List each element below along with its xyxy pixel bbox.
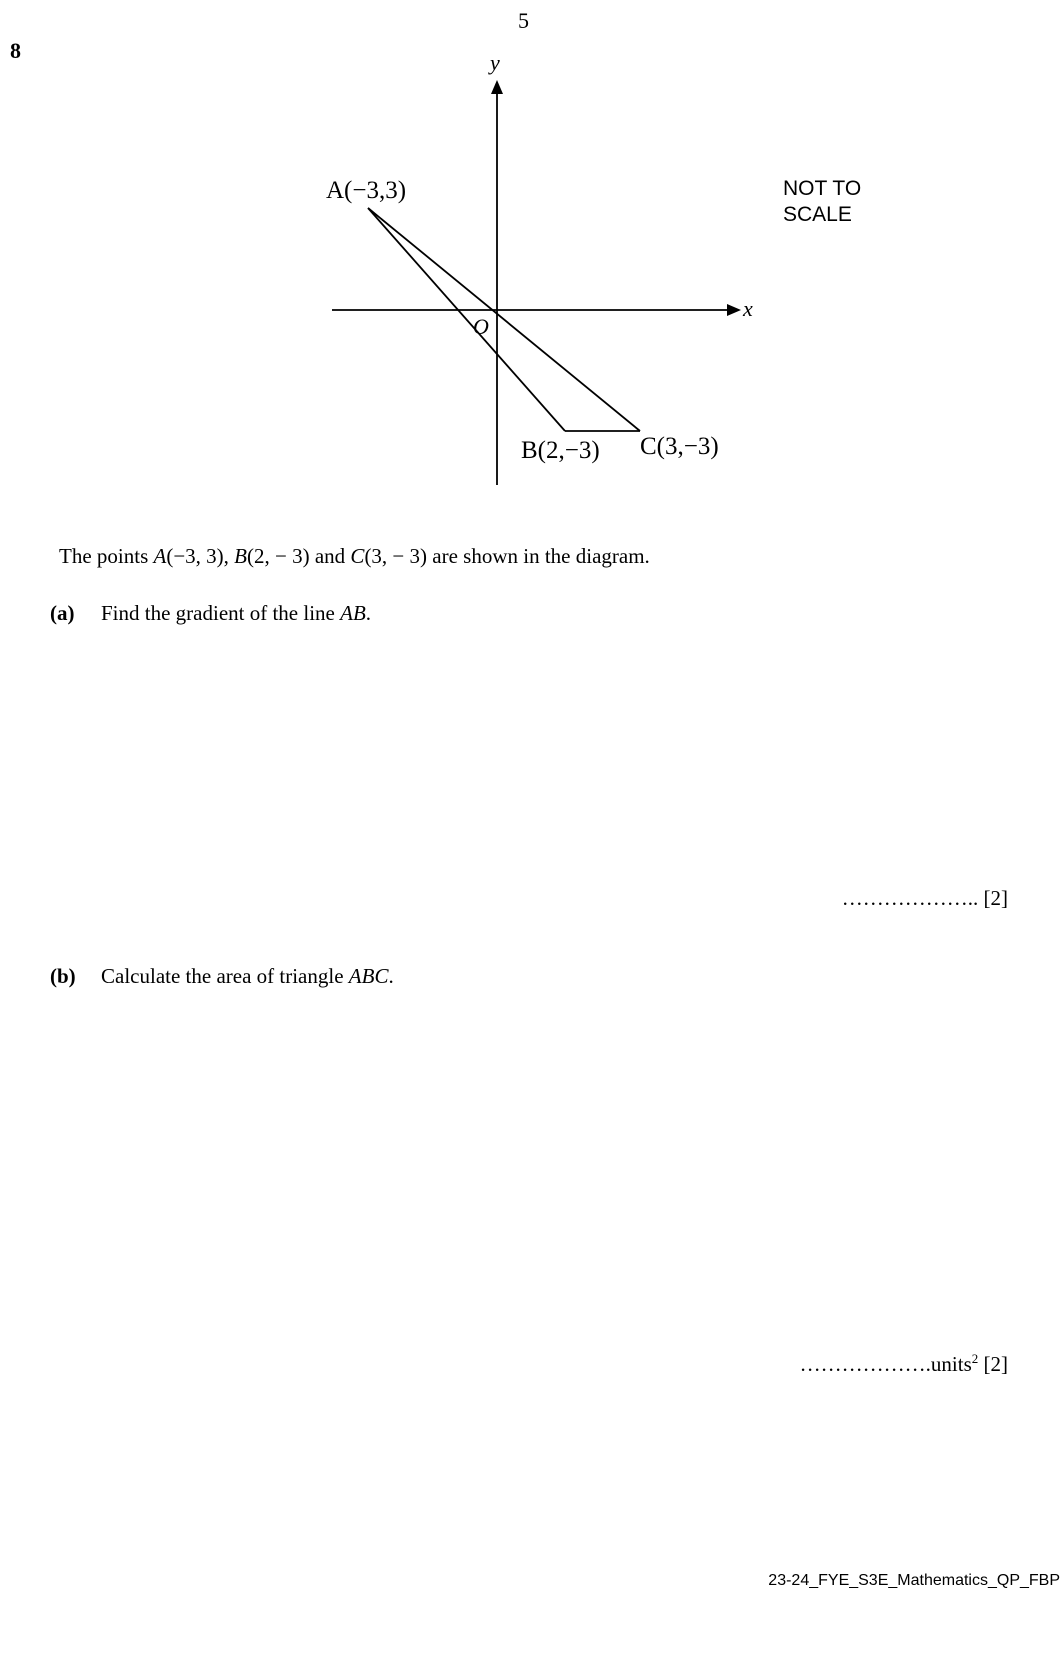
part-b-label: (b) bbox=[50, 964, 76, 988]
intro-suffix: are shown in the diagram. bbox=[427, 544, 650, 568]
y-axis-arrow bbox=[491, 80, 503, 94]
note-line-2: SCALE bbox=[783, 203, 852, 226]
point-a-name: A bbox=[153, 544, 167, 568]
point-a-label: A(−3,3) bbox=[326, 177, 407, 204]
not-to-scale-note bbox=[783, 176, 861, 228]
point-b-coords: (2, − 3) bbox=[247, 544, 310, 568]
note-line-1: NOT TO bbox=[783, 177, 862, 200]
axis-y-label: y bbox=[490, 50, 500, 75]
x-axis-arrow bbox=[727, 304, 741, 316]
part-a-answer-dots: ……………….. bbox=[841, 886, 979, 910]
point-c-coords: (3, − 3) bbox=[364, 544, 428, 568]
point-a-coords: (−3, 3), bbox=[166, 544, 229, 568]
question-intro bbox=[59, 544, 650, 569]
page-number: 5 bbox=[518, 8, 529, 33]
point-c-label: C(3,−3) bbox=[640, 433, 719, 460]
part-b-answer-sup: 2 bbox=[971, 1351, 979, 1366]
part-a-line-name: AB bbox=[340, 601, 366, 625]
point-b-label: B(2,−3) bbox=[521, 437, 600, 464]
part-a-end: . bbox=[365, 601, 372, 625]
part-a-text: Find the gradient of the line bbox=[101, 601, 341, 625]
footer-code: 23-24_FYE_S3E_Mathematics_QP_FBP bbox=[768, 1572, 1060, 1589]
part-b-answer-line bbox=[800, 1351, 1008, 1377]
axis-x-label: x bbox=[743, 296, 753, 321]
part-b-answer-dots: ……………….units bbox=[799, 1352, 972, 1376]
part-b-marks: [2] bbox=[983, 1352, 1008, 1376]
point-b-name: B bbox=[234, 544, 247, 568]
part-a-question bbox=[101, 601, 371, 626]
part-b-end: . bbox=[388, 964, 394, 988]
coordinate-diagram bbox=[0, 0, 1063, 520]
line-ac bbox=[368, 208, 640, 431]
origin-label: O bbox=[473, 314, 489, 339]
point-c-name: C bbox=[350, 544, 365, 568]
question-number: 8 bbox=[10, 38, 21, 63]
intro-and: and bbox=[309, 544, 351, 568]
intro-prefix: The points bbox=[59, 544, 154, 568]
part-b-text: Calculate the area of triangle bbox=[101, 964, 349, 988]
part-b-question bbox=[101, 964, 394, 989]
part-a-answer-line bbox=[842, 886, 1008, 911]
line-ab bbox=[368, 208, 565, 431]
part-a-label: (a) bbox=[50, 601, 75, 625]
part-b-triangle-name: ABC bbox=[348, 964, 389, 988]
part-a-marks: [2] bbox=[983, 886, 1008, 910]
